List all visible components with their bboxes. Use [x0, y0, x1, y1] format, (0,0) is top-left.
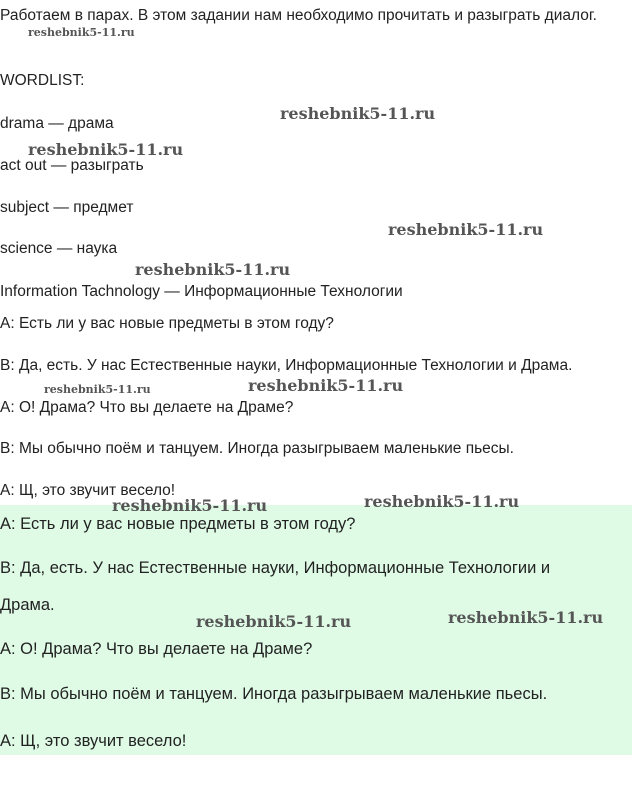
- translation-line: Драма.: [0, 596, 55, 614]
- intro-text: Работаем в парах. В этом задании нам необходимо прочитать и разыграть диалог.: [0, 7, 597, 24]
- dialogue-line: B: Мы обычно поём и танцуем. Иногда разыгрываем маленькие пьесы.: [0, 440, 514, 457]
- watermark: reshebnik5-11.ru: [448, 608, 604, 627]
- wordlist-item: subject — предмет: [0, 199, 134, 216]
- translation-line: B: Да, есть. У нас Естественные науки, Информационные Технологии и: [0, 559, 551, 577]
- watermark: reshebnik5-11.ru: [364, 492, 520, 511]
- dialogue-line: A: О! Драма? Что вы делаете на Драме?: [0, 399, 294, 416]
- translation-line: A: О! Драма? Что вы делаете на Драме?: [0, 640, 313, 658]
- watermark: reshebnik5-11.ru: [135, 260, 291, 279]
- translation-line: A: Есть ли у вас новые предметы в этом году?: [0, 515, 356, 533]
- translation-line: B: Мы обычно поём и танцуем. Иногда разыгрываем маленькие пьесы.: [0, 685, 548, 703]
- wordlist-item: act out — разыграть: [0, 157, 144, 174]
- wordlist-item: drama — драма: [0, 115, 114, 132]
- dialogue-line: B: Да, есть. У нас Естественные науки, Информационные Технологии и Драма.: [0, 357, 573, 374]
- watermark: reshebnik5-11.ru: [112, 496, 268, 515]
- translation-block: [0, 505, 632, 755]
- translation-line: A: Щ, это звучит весело!: [0, 732, 187, 750]
- watermark: reshebnik5-11.ru: [28, 140, 184, 159]
- dialogue-line: A: Есть ли у вас новые предметы в этом году?: [0, 315, 334, 332]
- watermark: reshebnik5-11.ru: [44, 383, 151, 396]
- watermark: reshebnik5-11.ru: [248, 376, 404, 395]
- wordlist-item: Information Tachnology — Информационные Технологии: [0, 283, 403, 300]
- watermark: reshebnik5-11.ru: [388, 220, 544, 239]
- dialogue-line: A: Щ, это звучит весело!: [0, 482, 176, 499]
- wordlist-title: WORDLIST:: [0, 72, 85, 89]
- wordlist-item: science — наука: [0, 240, 118, 257]
- watermark: reshebnik5-11.ru: [280, 104, 436, 123]
- watermark: reshebnik5-11.ru: [28, 26, 135, 39]
- watermark: reshebnik5-11.ru: [196, 612, 352, 631]
